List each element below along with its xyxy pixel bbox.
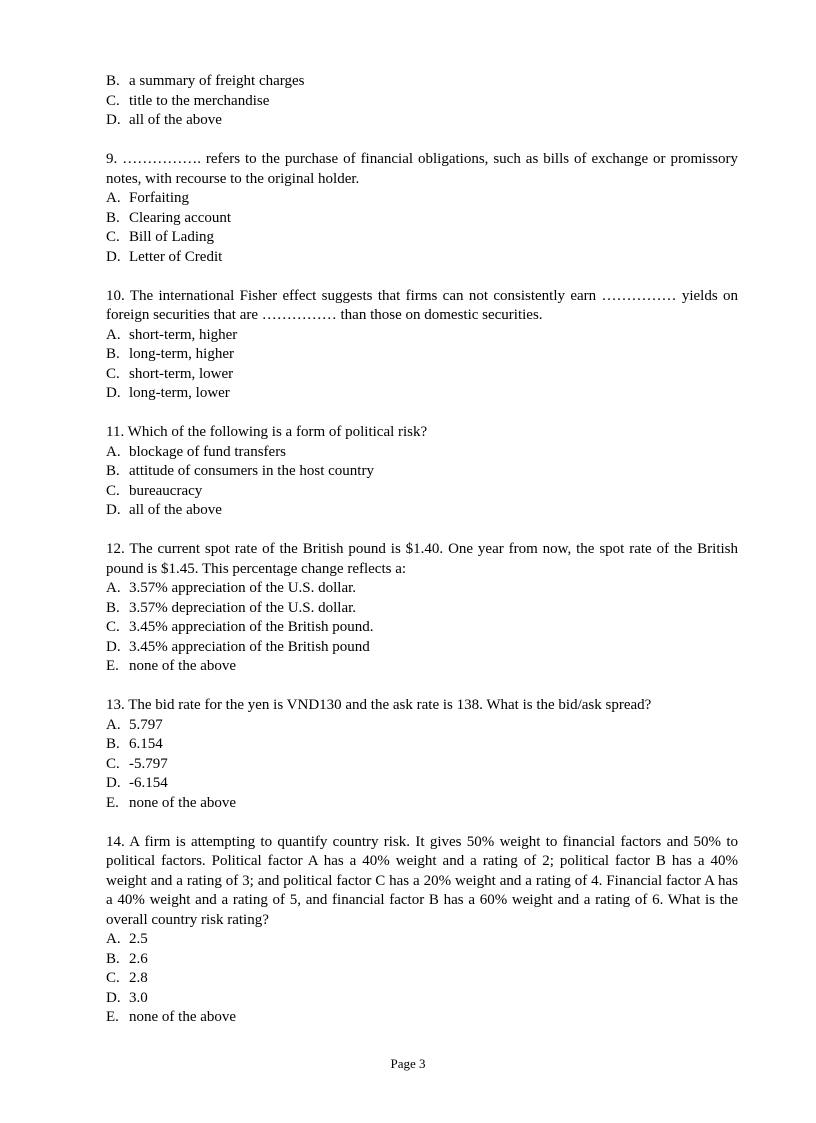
option-letter: B. (106, 73, 120, 89)
answer-option (106, 1008, 738, 1028)
option-letter: D. (106, 775, 121, 791)
option-letter: E. (106, 794, 119, 811)
answer-option (106, 989, 738, 1009)
answer-option (106, 794, 738, 814)
answer-option (106, 618, 738, 638)
question-stem: 13. The bid rate for the yen is VND130 and the ask rate is 138. What is the bid/ask spread? (106, 697, 652, 713)
answer-option (106, 111, 738, 131)
option-letter: D. (106, 112, 121, 128)
option-letter: D. (106, 989, 121, 1006)
answer-option (106, 501, 738, 521)
option-letter: C. (106, 365, 120, 382)
option-text: -6.154 (129, 775, 168, 791)
option-letter: D. (106, 248, 121, 265)
option-text: none of the above (129, 658, 237, 674)
option-letter: A. (106, 190, 121, 206)
option-text: 3.0 (129, 989, 148, 1006)
option-text: none of the above (129, 1009, 237, 1025)
answer-option (106, 755, 738, 775)
answer-option (106, 482, 738, 502)
option-text: 2.8 (129, 970, 148, 986)
option-letter: B. (106, 209, 120, 226)
option-text: a summary of freight charges (129, 73, 305, 89)
answer-option (106, 209, 738, 229)
answer-option (106, 735, 738, 755)
option-letter: A. (106, 716, 121, 733)
answer-option (106, 248, 738, 268)
answer-option (106, 462, 738, 482)
question-14 (106, 833, 738, 1028)
question-stem: 11. Which of the following is a form of political risk? (106, 424, 428, 440)
option-letter: E. (106, 1009, 119, 1025)
option-text: blockage of fund transfers (129, 443, 287, 460)
option-letter: B. (106, 599, 120, 616)
question-11 (106, 423, 738, 521)
option-text: 3.57% appreciation of the U.S. dollar. (129, 580, 357, 596)
option-text: 3.57% depreciation of the U.S. dollar. (129, 599, 357, 616)
question-stem: 9. ……………. refers to the purchase of financial obligations, such as bills of exchange or promissory notes, with recourse to the original holder. (106, 151, 738, 187)
answer-option (106, 443, 738, 463)
option-text: Clearing account (129, 209, 232, 226)
option-text: 6.154 (129, 736, 163, 752)
answer-option (106, 638, 738, 658)
option-letter: B. (106, 736, 120, 752)
answer-option (106, 365, 738, 385)
option-text: all of the above (129, 112, 222, 128)
option-letter: C. (106, 229, 120, 245)
option-text: all of the above (129, 502, 222, 518)
option-letter: B. (106, 346, 120, 362)
answer-option (106, 326, 738, 346)
answer-option (106, 969, 738, 989)
option-letter: E. (106, 658, 119, 674)
answer-option (106, 345, 738, 365)
option-text: Forfaiting (129, 190, 189, 206)
option-letter: C. (106, 482, 120, 499)
option-text: bureaucracy (129, 482, 203, 499)
option-letter: A. (106, 443, 121, 460)
option-letter: D. (106, 385, 121, 401)
answer-option (106, 579, 738, 599)
answer-option (106, 950, 738, 970)
answer-option (106, 599, 738, 619)
option-letter: C. (106, 619, 120, 635)
option-letter: C. (106, 92, 120, 109)
answer-option (106, 72, 738, 92)
option-letter: A. (106, 326, 121, 343)
question-12 (106, 540, 738, 677)
question-9 (106, 150, 738, 267)
question-10 (106, 287, 738, 404)
option-text: attitude of consumers in the host country (129, 463, 374, 479)
option-letter: A. (106, 931, 121, 947)
option-letter: C. (106, 755, 120, 772)
option-letter: C. (106, 970, 120, 986)
option-text: 3.45% appreciation of the British pound. (129, 619, 374, 635)
option-letter: D. (106, 502, 121, 518)
option-letter: A. (106, 580, 121, 596)
answer-option (106, 657, 738, 677)
option-text: title to the merchandise (129, 92, 270, 109)
question-stem: 14. A firm is attempting to quantify country risk. It gives 50% weight to financial factors and 50% to political factors. Political factor A has a 40% weight and a rating of 2; political factor B has a 40% weight and a rating of 3; and political factor C has a 20% weight and a rating of 4. Financial factor A has a 40% weight and a rating of 5, and financial factor B has a 60% weight and a rating of 6. What is the overall country risk rating? (106, 833, 738, 928)
answer-option (106, 189, 738, 209)
answer-option (106, 384, 738, 404)
option-text: 2.6 (129, 950, 148, 967)
question-stem: 12. The current spot rate of the British pound is $1.40. One year from now, the spot rate of the British pound is $1.45. This percentage change reflects a: (106, 541, 738, 577)
answer-option (106, 716, 738, 736)
answer-option (106, 774, 738, 794)
answer-option (106, 930, 738, 950)
option-letter: B. (106, 463, 120, 479)
option-text: long-term, lower (129, 385, 230, 401)
answer-option (106, 92, 738, 112)
option-text: Bill of Lading (129, 229, 214, 245)
page-number: Page 3 (390, 1056, 426, 1071)
option-letter: D. (106, 638, 121, 655)
option-text: none of the above (129, 794, 237, 811)
option-letter: B. (106, 950, 120, 967)
exam-page (106, 72, 738, 1028)
question-13 (106, 696, 738, 813)
question-stem: 10. The international Fisher effect suggests that firms can not consistently earn …………… yields on foreign securities that are …………… than those on domestic securities. (106, 287, 738, 323)
option-text: 5.797 (129, 716, 163, 733)
option-text: short-term, higher (129, 326, 238, 343)
question-8-continued (106, 72, 738, 131)
option-text: short-term, lower (129, 365, 234, 382)
option-text: 2.5 (129, 931, 148, 947)
option-text: 3.45% appreciation of the British pound (129, 638, 370, 655)
option-text: -5.797 (129, 755, 168, 772)
option-text: long-term, higher (129, 346, 234, 362)
option-text: Letter of Credit (129, 248, 223, 265)
answer-option (106, 228, 738, 248)
